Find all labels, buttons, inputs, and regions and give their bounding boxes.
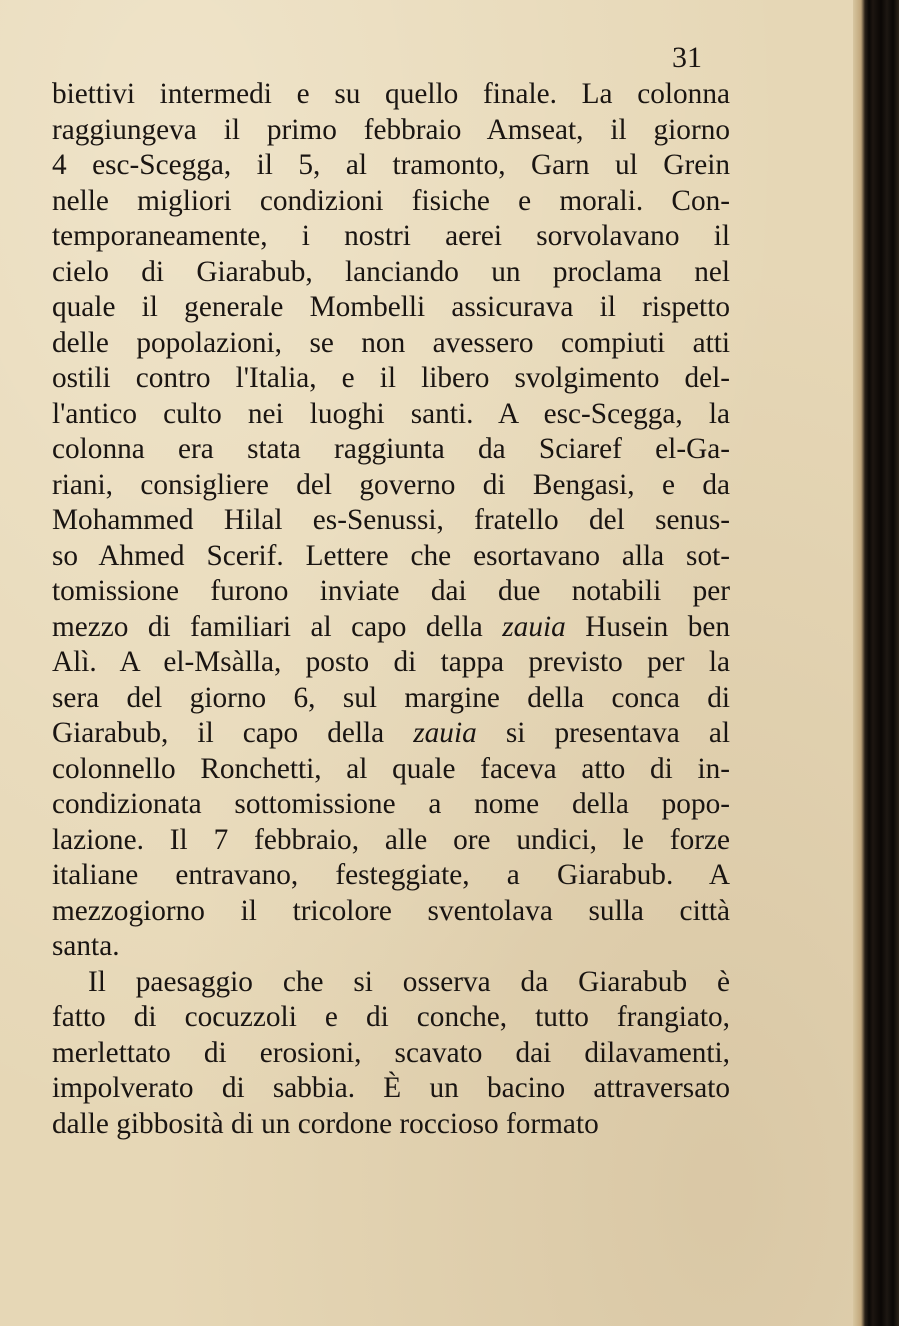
text-line: temporaneamente, i nostri aerei sorvolavano il [52, 220, 730, 252]
text-line [52, 716, 730, 752]
text-line: so Ahmed Scerif. Lettere che esortavano alla sot- [52, 539, 730, 572]
text-line: nelle migliori condizioni fisiche e morali. Con- [52, 184, 730, 217]
body-text [52, 77, 730, 1142]
italic-term: zauia [413, 717, 477, 749]
text-segment: si presentava al [476, 717, 730, 749]
text-line: delle popolazioni, se non avessero compiuti atti [52, 326, 730, 359]
paragraph [52, 965, 730, 1143]
page-number: 31 [672, 41, 702, 74]
text-line: merlettato di erosioni, scavato dai dilavamenti, [52, 1036, 730, 1069]
paragraph [52, 77, 730, 965]
text-line: colonnello Ronchetti, al quale faceva atto di in- [52, 752, 730, 785]
text-line: riani, consigliere del governo di Bengasi, e da [52, 468, 730, 501]
text-line: fatto di cocuzzoli e di conche, tutto frangiato, [52, 1001, 730, 1033]
text-line [52, 610, 730, 646]
text-line: ostili contro l'Italia, e il libero svolgimento del- [52, 362, 730, 394]
text-line: mezzogiorno il tricolore sventolava sulla città [52, 894, 730, 927]
text-line: Alì. A el-Msàlla, posto di tappa previsto per la [52, 646, 730, 678]
text-line: impolverato di sabbia. È un bacino attraversato [52, 1072, 730, 1104]
text-line: Il paesaggio che si osserva da Giarabub è [88, 965, 730, 998]
text-line: sera del giorno 6, sul margine della conca di [52, 681, 730, 714]
text-line: condizionata sottomissione a nome della popo- [52, 788, 730, 820]
text-line: santa. [52, 930, 120, 962]
text-segment: Husein ben [565, 610, 730, 643]
text-line: l'antico culto nei luoghi santi. A esc-Scegga, la [52, 397, 730, 430]
text-line: raggiungeva il primo febbraio Amseat, il giorno [52, 113, 730, 146]
text-line: quale il generale Mombelli assicurava il rispetto [52, 291, 730, 323]
text-segment: mezzo di familiari al capo della [52, 610, 503, 643]
text-line: italiane entravano, festeggiate, a Giarabub. A [52, 859, 730, 891]
text-segment: Giarabub, il capo della [52, 717, 414, 749]
text-line: dalle gibbosità di un cordone roccioso formato [52, 1107, 599, 1140]
text-line: Mohammed Hilal es-Senussi, fratello del senus- [52, 504, 730, 536]
italic-term: zauia [502, 610, 566, 643]
text-line: cielo di Giarabub, lanciando un proclama nel [52, 255, 730, 288]
text-line: tomissione furono inviate dai due notabili per [52, 575, 730, 607]
text-line: biettivi intermedi e su quello finale. La colonna [52, 78, 730, 110]
text-line: 4 esc-Scegga, il 5, al tramonto, Garn ul Grein [52, 149, 730, 181]
text-line: lazione. Il 7 febbraio, alle ore undici, le forze [52, 823, 730, 856]
text-line: colonna era stata raggiunta da Sciaref el-Ga- [52, 433, 730, 465]
book-spine-edge [853, 0, 899, 1326]
